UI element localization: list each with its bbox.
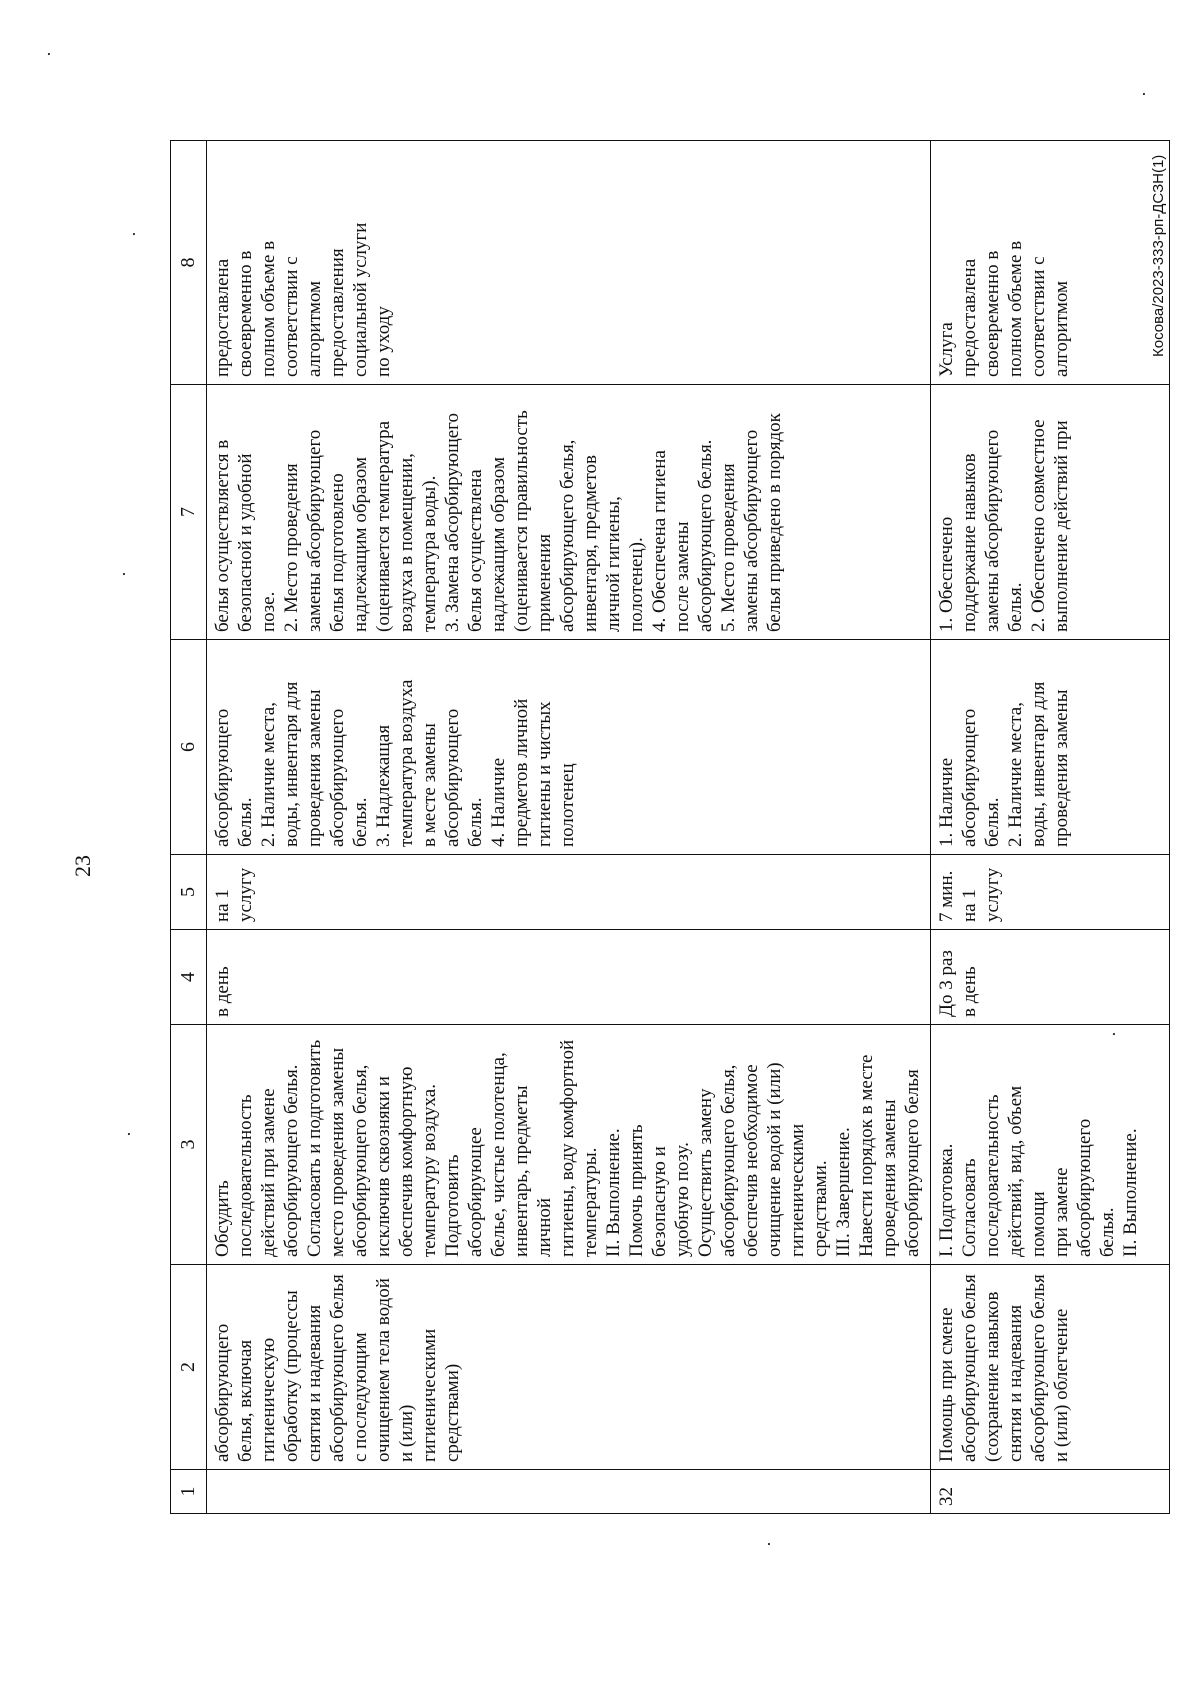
cell-number: 32 <box>931 1470 1170 1514</box>
column-header: 7 <box>171 385 207 640</box>
scan-speck: · <box>119 1131 139 1137</box>
services-table <box>170 140 1170 1514</box>
cell-duration: 7 мин. на 1 услугу <box>931 855 1170 930</box>
cell-conditions: абсорбирующего белья. 2. Наличие места, воды, инвентаря для проведения замены абсорбирующего белья. 3. Надлежащая температура воздуха в месте замены абсорбирующего белья. 4. Наличие предметов личной гигиены и чистых полотенец <box>207 640 931 855</box>
table-row <box>931 141 1170 1514</box>
column-header: 8 <box>171 141 207 385</box>
scan-speck: · <box>759 1541 779 1547</box>
column-header: 3 <box>171 1025 207 1265</box>
cell-service-name: абсорбирующего белья, включая гигиеническую обработку (процессы снятия и надевания абсорбирующего белья с последующим очищением тела водой и (или) гигиеническими средствами) <box>207 1265 931 1470</box>
cell-conditions: 1. Наличие абсорбирующего белья. 2. Наличие места, воды, инвентаря для проведения замены <box>931 640 1170 855</box>
table-row <box>207 141 931 1514</box>
cell-result-evaluation: Услуга предоставлена своевременно в полном объеме в соответствии с алгоритмом <box>931 141 1170 385</box>
column-header: 1 <box>171 1470 207 1514</box>
column-header: 5 <box>171 855 207 930</box>
cell-duration: на 1 услугу <box>207 855 931 930</box>
column-header: 2 <box>171 1265 207 1470</box>
cell-frequency: в день <box>207 930 931 1025</box>
scan-speck: · <box>1104 1031 1124 1037</box>
cell-quality-indicators: белья осуществляется в безопасной и удобной позе. 2. Место проведения замены абсорбирующего белья подготовлено надлежащим образом (оценивается температура воздуха в помещении, температура воды). 3. Замена абсорбирующего белья осуществлена надлежащим образом (оценивается правильность применения абсорбирующего белья, инвентаря, предметов личной гигиены, полотенец). 4. Обеспечена гигиена после замены абсорбирующего белья. 5. Место проведения замены абсорбирующего белья приведено в порядок <box>207 385 931 640</box>
cell-service-name: Помощь при смене абсорбирующего белья (сохранение навыков снятия и надевания абсорбирующего белья и (или) облегчение <box>931 1265 1170 1470</box>
cell-frequency: До 3 раз в день <box>931 930 1170 1025</box>
scan-speck: · <box>39 51 59 57</box>
cell-result-evaluation: предоставлена своевременно в полном объеме в соответствии с алгоритмом предоставления социальной услуги по уходу <box>207 141 931 385</box>
cell-number <box>207 1470 931 1514</box>
page-number: 23 <box>70 855 95 877</box>
scan-speck: · <box>1134 91 1154 97</box>
header-row <box>171 141 207 1514</box>
column-header: 4 <box>171 930 207 1025</box>
cell-procedure: I. Подготовка. Согласовать последовательность действий, вид, объем помощи при замене абсорбирующего белья. II. Выполнение. <box>931 1025 1170 1265</box>
scan-speck: · <box>114 571 134 577</box>
cell-procedure: Обсудить последовательность действий при замене абсорбирующего белья. Согласовать и подготовить место проведения замены абсорбирующего белья, исключив сквозняки и обеспечив комфортную температуру воздуха. Подготовить абсорбирующее белье, чистые полотенца, инвентарь, предметы личной гигиены, воду комфортной температуры. II. Выполнение. Помочь принять безопасную и удобную позу. Осуществить замену абсорбирующего белья, обеспечив необходимое очищение водой и (или) гигиеническими средствами. III. Завершение. Навести порядок в месте проведения замены абсорбирующего белья <box>207 1025 931 1265</box>
column-header: 6 <box>171 640 207 855</box>
scan-speck: · <box>124 231 144 237</box>
document-code: Косова/2023-333-рп-ДСЗН(1) <box>1150 154 1167 357</box>
cell-quality-indicators: 1. Обеспечено поддержание навыков замены абсорбирующего белья. 2. Обеспечено совместное выполнение действий при <box>931 385 1170 640</box>
